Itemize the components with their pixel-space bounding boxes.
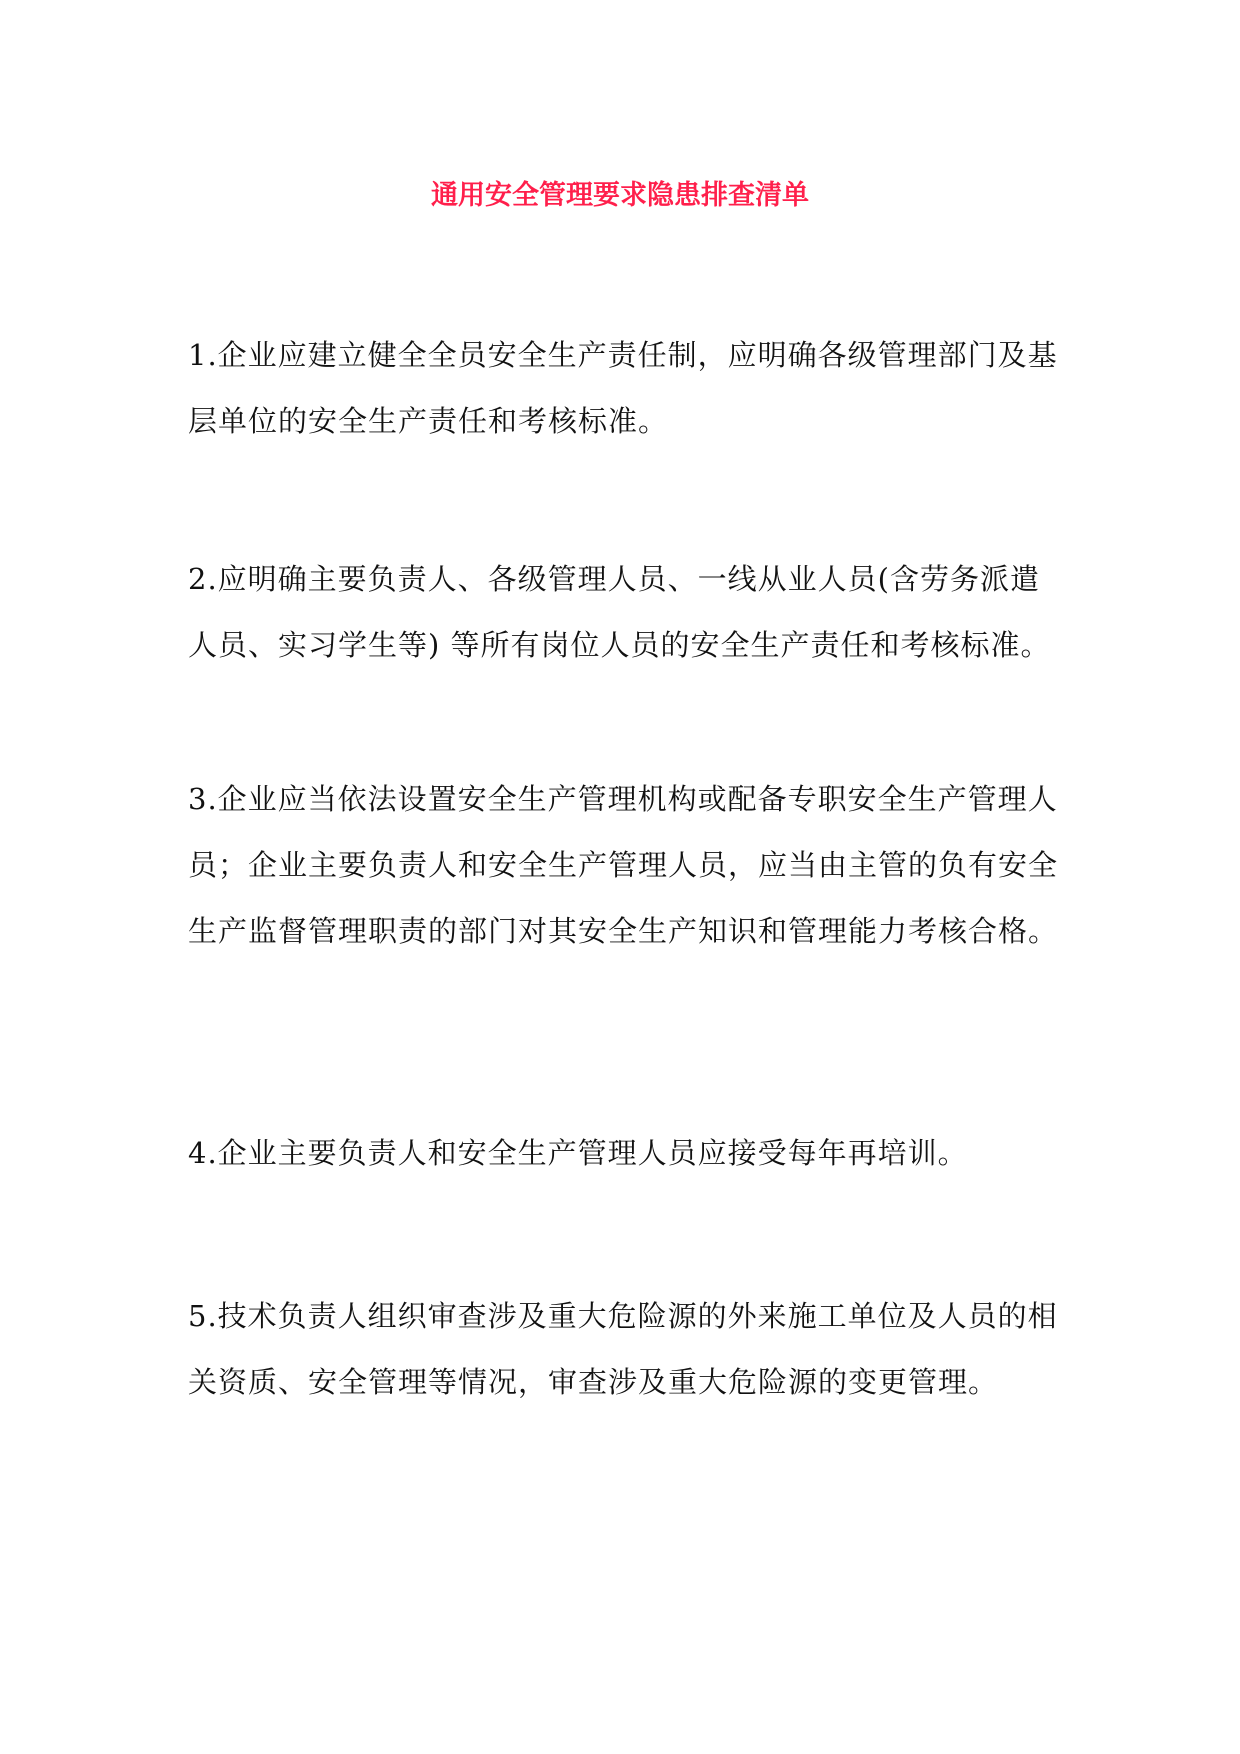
- list-item-4: 4.企业主要负责人和安全生产管理人员应接受每年再培训。: [188, 1136, 968, 1170]
- list-item-3: 3.企业应当依法设置安全生产管理机构或配备专职安全生产管理人员；企业主要负责人和安全生产管理人员，应当由主管的负有安全生产监督管理职责的部门对其安全生产知识和管理能力考核合格。: [188, 782, 1059, 948]
- list-item-1: 1.企业应建立健全全员安全生产责任制，应明确各级管理部门及基层单位的安全生产责任和考核标准。: [188, 338, 1058, 438]
- page-title: 通用安全管理要求隐患排查清单: [431, 180, 809, 211]
- list-item-5: 5.技术负责人组织审查涉及重大危险源的外来施工单位及人员的相关资质、安全管理等情况，审查涉及重大危险源的变更管理。: [188, 1299, 1058, 1399]
- list-item-2: 2.应明确主要负责人、各级管理人员、一线从业人员(含劳务派遣人员、实习学生等) 等所有岗位人员的安全生产责任和考核标准。: [188, 562, 1051, 662]
